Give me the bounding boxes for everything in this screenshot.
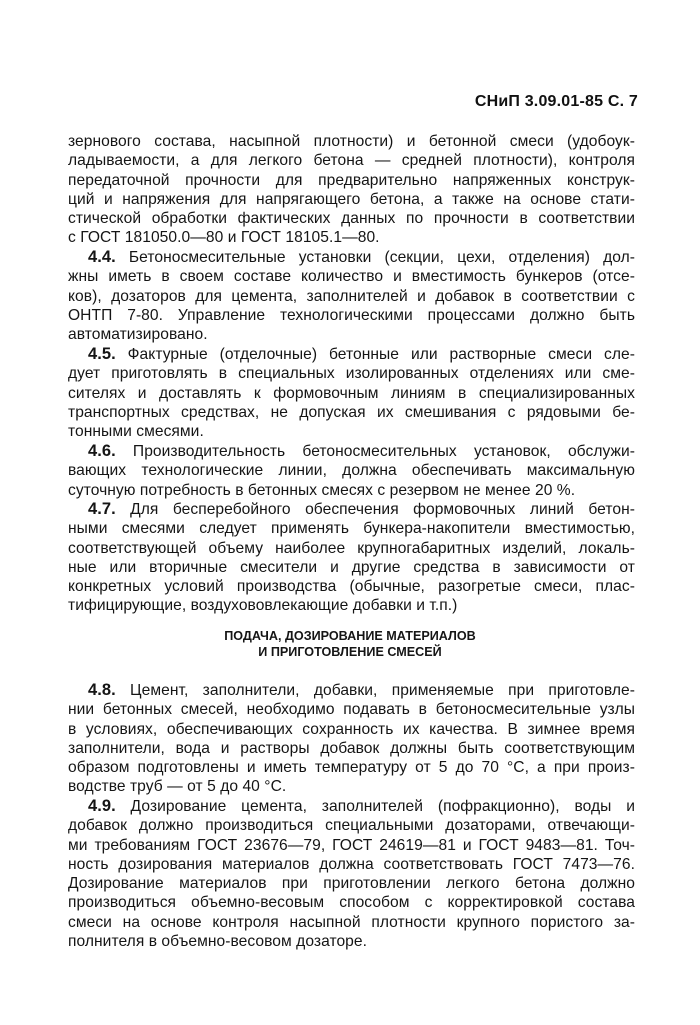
text-line: транспортных средствах, не допуская их смешивания с рядовыми бе- bbox=[68, 403, 635, 421]
section-heading-line-1: ПОДАЧА, ДОЗИРОВАНИЕ МАТЕРИАЛОВ bbox=[224, 629, 476, 643]
text-span: Для бесперебойного обеспечения формовочных линий бетон- bbox=[115, 501, 635, 518]
paragraph-4-8 bbox=[68, 681, 635, 797]
clause-number: 4.6. bbox=[88, 442, 116, 460]
text-line: нии бетонных смесей, необходимо подавать в бетоносмесительные узлы bbox=[68, 701, 635, 719]
paragraph-4-4 bbox=[68, 248, 635, 344]
paragraph-4-7 bbox=[68, 500, 635, 616]
text-line: смеси на основе контроля насыпной плотности крупного пористого за- bbox=[68, 913, 635, 931]
text-line bbox=[68, 500, 635, 519]
text-line: ков), дозаторов для цемента, заполнителей и добавок в соответствии с bbox=[68, 287, 635, 305]
clause-number: 4.8. bbox=[88, 681, 116, 699]
text-line: ОНТП 7-80. Управление технологическими процессами должно быть bbox=[68, 306, 635, 324]
text-line: стической обработки фактических данных по прочности в соответствии bbox=[68, 210, 635, 228]
paragraph-4-6 bbox=[68, 442, 635, 500]
text-line: производиться объемно-весовым способом с корректировкой состава bbox=[68, 894, 635, 912]
text-line: соответствующей объему наиболее крупногабаритных изделий, локаль- bbox=[68, 539, 635, 557]
text-line: вающих технологические линии, должна обеспечивать максимальную bbox=[68, 462, 635, 480]
text-line: заполнители, вода и растворы добавок должны быть соответствующим bbox=[68, 739, 635, 757]
text-line bbox=[68, 248, 635, 267]
text-line: ций и напряжения для напрягающего бетона, а также на основе стати- bbox=[68, 190, 635, 208]
text-line bbox=[68, 797, 635, 816]
clause-number: 4.4. bbox=[88, 248, 116, 266]
text-span: Цемент, заполнители, добавки, применяемые при приготовле- bbox=[115, 682, 635, 699]
clause-number: 4.5. bbox=[88, 345, 116, 363]
text-line: с ГОСТ 181050.0—80 и ГОСТ 18105.1—80. bbox=[68, 229, 380, 247]
text-line: Дозирование материалов при приготовлении легкого бетона должно bbox=[68, 875, 635, 893]
paragraph-continuation bbox=[68, 132, 635, 248]
text-line bbox=[68, 345, 635, 364]
text-line bbox=[68, 681, 635, 700]
text-line: ность дозирования материалов должна соответствовать ГОСТ 7473—76. bbox=[68, 855, 635, 873]
text-line: сителях и доставлять к формовочным линиям в специализированных bbox=[68, 384, 635, 402]
text-line: зернового состава, насыпной плотности) и бетонной смеси (удобоук- bbox=[68, 133, 635, 150]
text-line: ми требованиям ГОСТ 23676—79, ГОСТ 24619—81 и ГОСТ 9483—81. Точ- bbox=[68, 836, 635, 854]
section-heading-line-2: И ПРИГОТОВЛЕНИЕ СМЕСЕЙ bbox=[258, 645, 442, 659]
text-line: тонными смесями. bbox=[68, 423, 204, 441]
text-line: суточную потребность в бетонных смесях с резервом не менее 20 %. bbox=[68, 481, 576, 499]
text-line: дует приготовлять в специальных изолированных отделениях или сме- bbox=[68, 365, 635, 383]
text-line: конкретных условий производства (обычные, разогретые смеси, плас- bbox=[68, 578, 635, 596]
section-heading bbox=[0, 628, 700, 660]
text-line: жны иметь в своем составе количество и вместимость бункеров (отсе- bbox=[68, 268, 635, 286]
text-line: образом подготовлены и иметь температуру от 5 до 70 °С, а при произ- bbox=[68, 759, 635, 777]
paragraph-4-5 bbox=[68, 345, 635, 441]
running-header: СНиП 3.09.01-85 С. 7 bbox=[474, 93, 638, 110]
text-line: добавок должно производиться специальными дозаторами, отвечающи- bbox=[68, 817, 635, 835]
text-line bbox=[68, 442, 635, 461]
text-line: ные или вторичные смесители и другие средства в зависимости от bbox=[68, 558, 635, 576]
text-span: Бетоносмесительные установки (секции, цехи, отделения) дол- bbox=[115, 249, 635, 266]
text-span: Производительность бетоносмесительных установок, обслужи- bbox=[115, 443, 635, 460]
text-line: автоматизировано. bbox=[68, 326, 208, 344]
text-line: водстве труб — от 5 до 40 °С. bbox=[68, 778, 287, 796]
text-line: полнителя в объемно-весовом дозаторе. bbox=[68, 933, 368, 951]
clause-number: 4.7. bbox=[88, 500, 116, 518]
text-line: передаточной прочности для предварительно напряженных конструк- bbox=[68, 171, 635, 189]
text-span: Фактурные (отделочные) бетонные или растворные смеси сле- bbox=[115, 346, 635, 363]
text-span: Дозирование цемента, заполнителей (пофракционно), воды и bbox=[115, 798, 635, 815]
text-line: в условиях, обеспечивающих сохранность их качества. В зимнее время bbox=[68, 720, 635, 738]
text-line: ладываемости, а для легкого бетона — средней плотности), контроля bbox=[68, 152, 635, 170]
paragraph-4-9 bbox=[68, 797, 635, 951]
text-line: тифицирующие, воздухововлекающие добавки и т.п.) bbox=[68, 597, 458, 615]
clause-number: 4.9. bbox=[88, 797, 116, 815]
text-line: ными смесями следует применять бункера-накопители вместимостью, bbox=[68, 520, 635, 538]
